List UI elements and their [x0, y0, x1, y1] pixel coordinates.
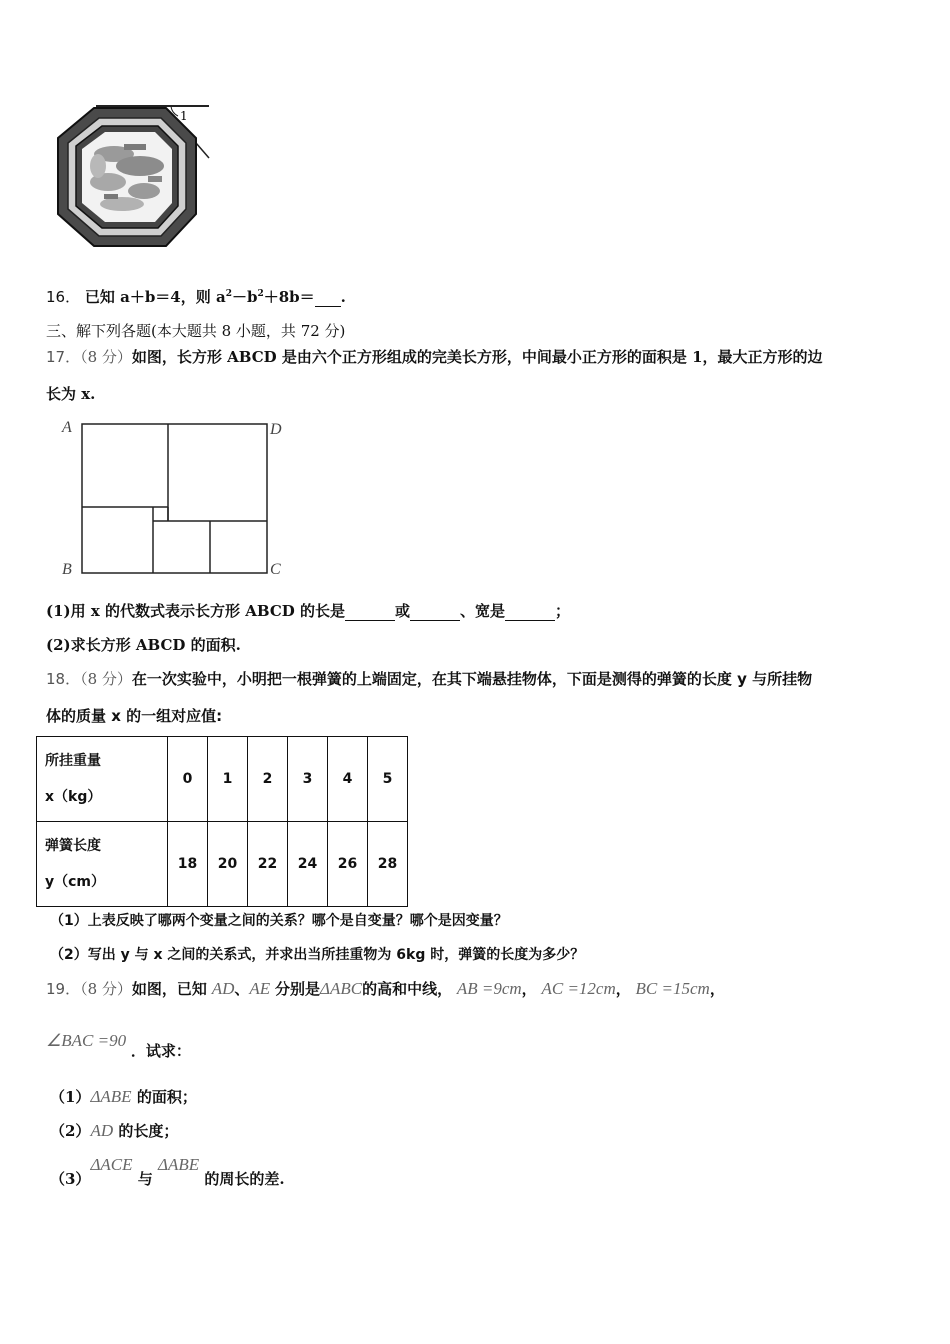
ab-length: AB =9cm: [456, 979, 522, 998]
table-cell: 3: [288, 737, 328, 822]
vertex-label-a: A: [62, 419, 72, 436]
question-score: （8 分）: [80, 670, 132, 688]
table-cell: 22: [248, 822, 288, 907]
question-17-line2: 长为 x.: [46, 385, 96, 403]
spring-data-table: [36, 736, 408, 907]
table-cell: 28: [368, 822, 408, 907]
question-17-line1: 17．（8 分）如图，长方形 ABCD 是由六个正方形组成的完美长方形，中间最小正方形的面积是 1，最大正方形的边: [46, 348, 823, 366]
question-18-line1: 18．（8 分）在一次实验中，小明把一根弹簧的上端固定，在其下端悬挂物体，下面是测得的弹簧的长度 y 与所挂物: [46, 670, 813, 688]
triangle-abc: ΔABC: [319, 979, 363, 998]
question-number: 17．: [46, 348, 81, 366]
answer-blank: [315, 288, 341, 307]
table-cell: 0: [168, 737, 208, 822]
question-19-line2: ∠BAC =90 ．试求：: [46, 1031, 191, 1060]
table-cell: 26: [328, 822, 368, 907]
question-18-part1: （1）上表反映了哪两个变量之间的关系？哪个是自变量？哪个是因变量？: [50, 913, 508, 929]
answer-blank: [410, 602, 460, 621]
table-row: [37, 737, 408, 822]
table-row: [37, 822, 408, 907]
table-cell: 20: [208, 822, 248, 907]
ac-length: AC =12cm: [541, 979, 616, 998]
bc-length: BC =15cm: [635, 979, 710, 998]
question-number: 19．: [46, 980, 81, 998]
segment-ad: AD: [211, 979, 235, 998]
outer-rectangle: [82, 424, 267, 573]
question-number: 18．: [46, 670, 81, 688]
table-cell: 18: [168, 822, 208, 907]
angle-label: 1: [180, 109, 188, 123]
octagon-mirror-figure: [44, 96, 219, 254]
table-cell: 5: [368, 737, 408, 822]
vertex-label-d: D: [270, 421, 282, 438]
table-cell: 1: [208, 737, 248, 822]
question-18-part2: （2）写出 y 与 x 之间的关系式，并求出当所挂重物为 6kg 时，弹簧的长度为多少？: [50, 947, 585, 963]
section-title: 三、解下列各题(本大题共 8 小题，共 72 分): [46, 322, 346, 340]
question-18-line2: 体的质量 x 的一组对应值:: [46, 707, 223, 725]
table-cell: 4: [328, 737, 368, 822]
answer-blank: [345, 602, 395, 621]
answer-blank: [505, 602, 555, 621]
vertex-label-c: C: [270, 561, 281, 578]
angle-bac: ∠BAC =90: [46, 1031, 127, 1050]
question-number: 16．: [46, 288, 81, 306]
table-cell: 24: [288, 822, 328, 907]
question-17-part1: (1)用 x 的代数式表示长方形 ABCD 的长是 或 、宽是 ；: [46, 602, 571, 620]
question-19-part2: （2）AD 的长度；: [50, 1121, 179, 1140]
table-cell: 2: [248, 737, 288, 822]
table-header-cell: 弹簧长度 y（cm）: [37, 822, 168, 907]
vertex-label-b: B: [62, 561, 72, 578]
question-19-part3: （3）ΔACE 与 ΔABE 的周长的差.: [50, 1155, 285, 1188]
table-header-cell: 所挂重量 x（kg）: [37, 737, 168, 822]
question-19-part1: （1）ΔABE 的面积；: [50, 1087, 197, 1106]
question-score: （8 分）: [80, 348, 132, 366]
segment-ae: AE: [249, 979, 271, 998]
question-16: [46, 286, 346, 307]
question-16-text: 已知 a＋b＝4，则 $a^2-b^2+8b=$ .: [84, 288, 346, 306]
rectangle-abcd-figure: [58, 414, 308, 584]
question-19-line1: 19．（8 分）如图，已知 AD、AE 分别是ΔABC的高和中线， AB =9cm， AC =12cm， BC =15cm，: [46, 979, 725, 998]
question-score: （8 分）: [80, 980, 132, 998]
question-17-part2: (2)求长方形 ABCD 的面积.: [46, 636, 241, 654]
